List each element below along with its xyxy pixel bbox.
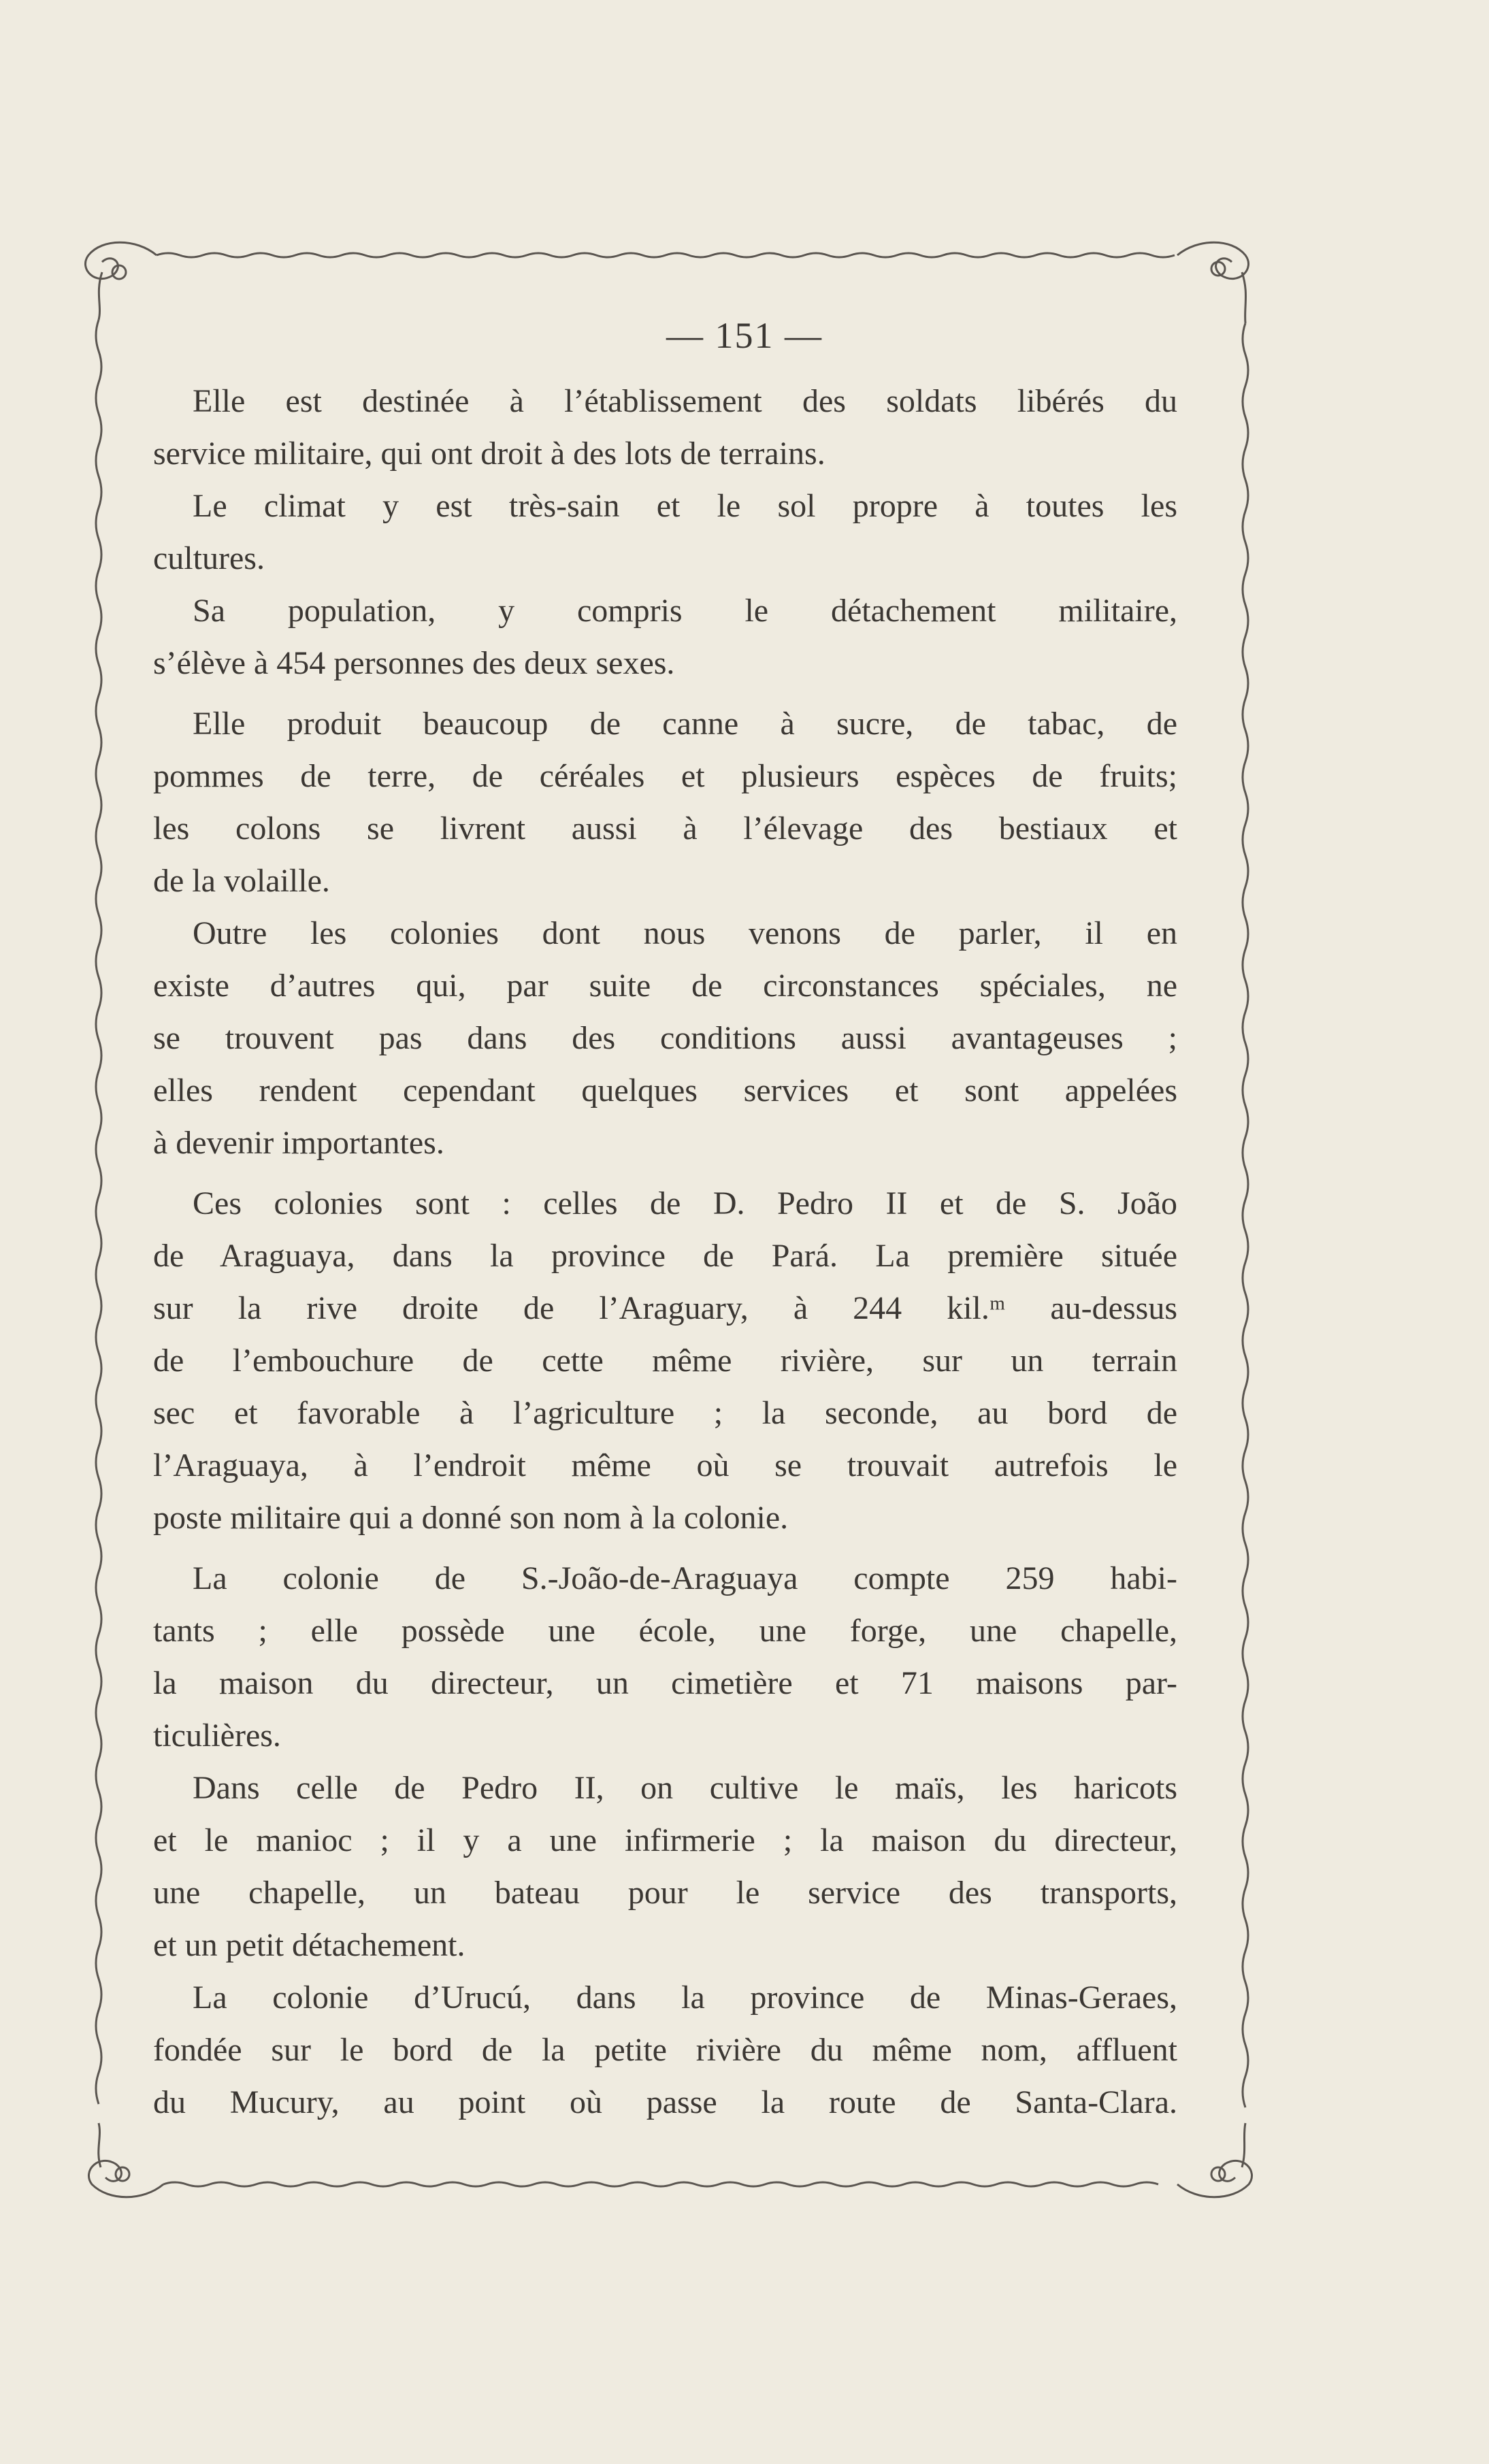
text-line: s’élève à 454 personnes des deux sexes. <box>153 645 675 681</box>
text-line: les colons se livrent aussi à l’élevage des bestiaux et <box>153 810 1177 847</box>
corner-ornament-top-right <box>1177 242 1249 323</box>
paragraph <box>153 1552 1177 1762</box>
text-line: Le climat y est très-sain et le sol propre à toutes les <box>193 488 1177 524</box>
text-line: Elle produit beaucoup de canne à sucre, de tabac, de <box>193 706 1177 742</box>
text-line: Ces colonies sont : celles de D. Pedro II et de S. João <box>193 1185 1177 1221</box>
paragraph <box>153 1971 1177 2129</box>
frame-top-rule <box>157 253 1175 257</box>
frame-right-rule <box>1243 323 1248 2107</box>
paragraph <box>153 585 1177 689</box>
text-line: et un petit détachement. <box>153 1927 465 1963</box>
text-line: du Mucury, au point où passe la route de Santa-Clara. <box>153 2084 1177 2120</box>
frame-left-rule <box>96 320 101 2104</box>
paragraph <box>153 375 1177 480</box>
text-line: pommes de terre, de céréales et plusieurs espèces de fruits; <box>153 758 1177 794</box>
text-line: de l’embouchure de cette même rivière, sur un terrain <box>153 1343 1177 1379</box>
text-line: elles rendent cependant quelques services et sont appelées <box>153 1072 1177 1108</box>
text-line: Sa population, y compris le détachement militaire, <box>193 593 1177 629</box>
paragraph <box>153 697 1177 907</box>
text-line: Elle est destinée à l’établissement des soldats libérés du <box>193 383 1177 419</box>
text-line: fondée sur le bord de la petite rivière du même nom, affluent <box>153 2032 1177 2068</box>
frame-bottom-rule <box>163 2182 1158 2186</box>
paragraph <box>153 907 1177 1169</box>
text-line: tants ; elle possède une école, une forge, une chapelle, <box>153 1613 1177 1649</box>
text-line: sur la rive droite de l’Araguary, à 244 kil.ᵐ au-dessus <box>153 1290 1177 1326</box>
text-line: la maison du directeur, un cimetière et 71 maisons par- <box>153 1665 1177 1701</box>
text-line: une chapelle, un bateau pour le service des transports, <box>153 1875 1177 1911</box>
corner-ornament-bottom-right <box>1177 2123 1252 2197</box>
text-line: et le manioc ; il y a une infirmerie ; la maison du directeur, <box>153 1822 1177 1858</box>
paragraph <box>153 1762 1177 1971</box>
text-line: Outre les colonies dont nous venons de parler, il en <box>193 915 1177 951</box>
text-line: de Araguaya, dans la province de Pará. La première située <box>153 1238 1177 1274</box>
paragraph <box>153 1177 1177 1544</box>
corner-ornament-top-left <box>85 242 157 320</box>
text-line: La colonie d’Urucú, dans la province de Minas-Geraes, <box>193 1980 1177 2016</box>
text-line: service militaire, qui ont droit à des lots de terrains. <box>153 436 825 472</box>
text-line: de la volaille. <box>153 863 330 899</box>
paragraph <box>153 480 1177 585</box>
body-text <box>153 375 1177 2129</box>
text-line: poste militaire qui a donné son nom à la colonie. <box>153 1500 789 1536</box>
text-line: l’Araguaya, à l’endroit même où se trouvait autrefois le <box>153 1447 1177 1483</box>
page-number: — 151 — <box>666 315 823 356</box>
text-line: se trouvent pas dans des conditions aussi avantageuses ; <box>153 1020 1177 1056</box>
text-line: existe d’autres qui, par suite de circonstances spéciales, ne <box>153 968 1177 1004</box>
corner-ornament-bottom-left <box>88 2123 163 2197</box>
text-line: ticulières. <box>153 1718 281 1754</box>
text-line: La colonie de S.-João-de-Araguaya compte 259 habi- <box>193 1560 1177 1596</box>
text-line: Dans celle de Pedro II, on cultive le maïs, les haricots <box>193 1770 1177 1806</box>
text-line: à devenir importantes. <box>153 1125 444 1161</box>
text-line: cultures. <box>153 540 265 576</box>
text-line: sec et favorable à l’agriculture ; la seconde, au bord de <box>153 1395 1177 1431</box>
